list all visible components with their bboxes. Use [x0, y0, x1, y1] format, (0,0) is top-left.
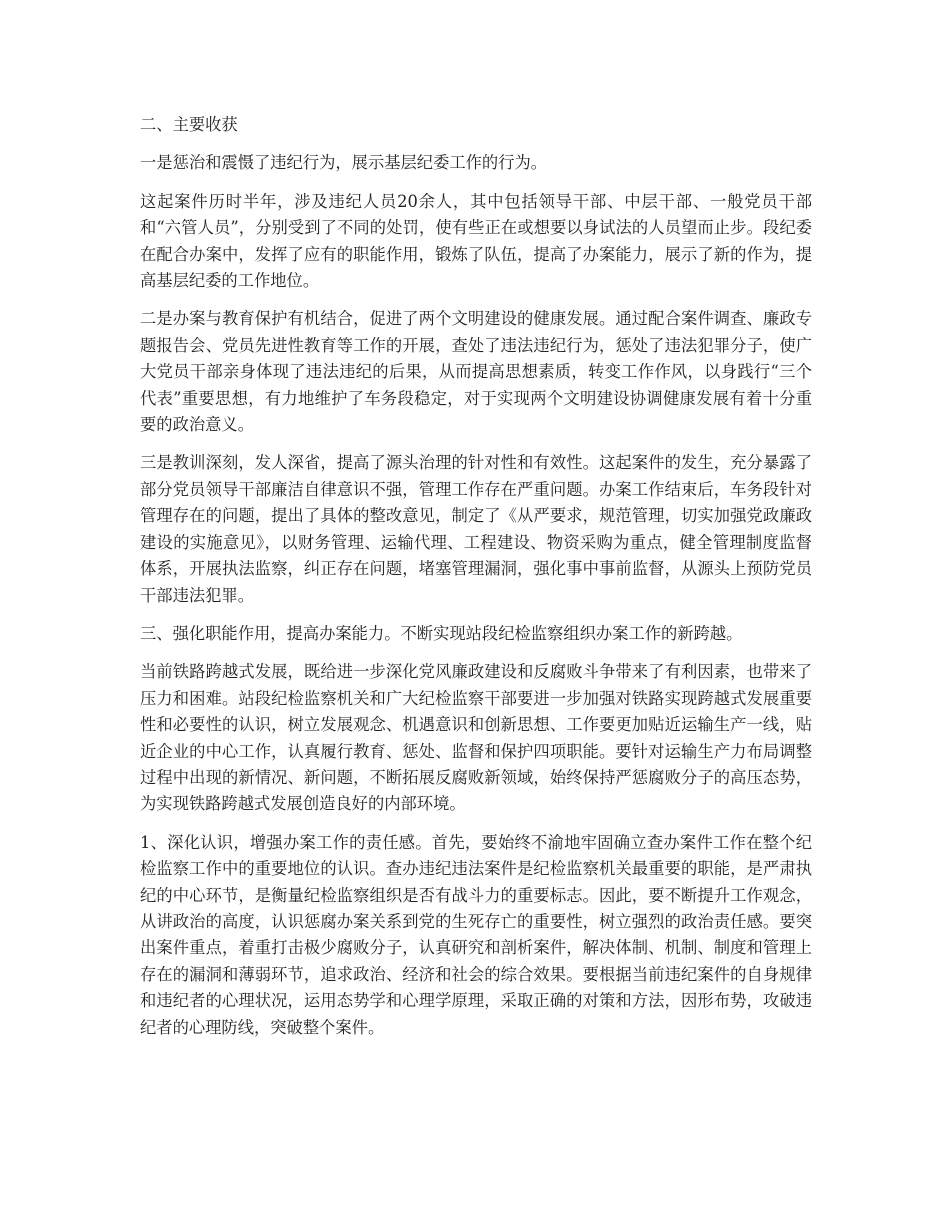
paragraph-point-one-summary: 一是惩治和震慑了违纪行为，展示基层纪委工作的行为。 [140, 153, 548, 173]
document-body [140, 112, 812, 1053]
paragraph-item-one-deepen-understanding: 1、深化认识，增强办案工作的责任感。首先，要始终不渝地牢固确立查办案件工作在整个纪检监察工作中的重要地位的认识。查办违纪违法案件是纪检监察机关最重要的职能，是严肃执纪的中心环节，是衡量纪检监察组织是否有战斗力的重要标志。因此，要不断提升工作观念，从讲政治的高度，认识惩腐办案关系到党的生死存亡的重要性，树立强烈的政治责任感。要突出案件重点，着重打击极少腐败分子，认真研究和剖析案件，解决体制、机制、制度和管理上存在的漏洞和薄弱环节，追求政治、经济和社会的综合效果。要根据当前违纪案件的自身规律和违纪者的心理状况，运用态势学和心理学原理，采取正确的对策和方法，因形布势，攻破违纪者的心理防线，突破整个案件。 [140, 832, 812, 1037]
paragraph-case-overview: 这起案件历时半年，涉及违纪人员20余人，其中包括领导干部、中层干部、一般党员干部和“六管人员”，分别受到了不同的处罚，使有些正在或想要以身试法的人员望而止步。段纪委在配合办案中，发挥了应有的职能作用，锻炼了队伍，提高了办案能力，展示了新的作为，提高基层纪委的工作地位。 [140, 191, 812, 291]
paragraph-point-three: 三是教训深刻，发人深省，提高了源头治理的针对性和有效性。这起案件的发生，充分暴露了部分党员领导干部廉洁自律意识不强，管理工作存在严重问题。办案工作结束后，车务段针对管理存在的问题，提出了具体的整改意见，制定了《从严要求，规范管理，切实加强党政廉政建设的实施意见》，以财务管理、运输代理、工程建设、物资采购为重点，健全管理制度监督体系，开展执法监察，纠正存在问题，堵塞管理漏洞，强化事中事前监督，从源头上预防党员干部违法犯罪。 [140, 453, 812, 605]
paragraph-point-two: 二是办案与教育保护有机结合，促进了两个文明建设的健康发展。通过配合案件调查、廉政专题报告会、党员先进性教育等工作的开展，查处了违法违纪行为，惩处了违法犯罪分子，使广大党员干部亲身体现了违法违纪的后果，从而提高思想素质，转变工作作风，以身践行“三个代表”重要思想，有力地维护了车务段稳定，对于实现两个文明建设协调健康发展有着十分重要的政治意义。 [140, 309, 812, 435]
section-heading-main-gains: 二、主要收获 [140, 115, 238, 134]
paragraph-current-development: 当前铁路跨越式发展，既给进一步深化党风廉政建设和反腐败斗争带来了有利因素，也带来了压力和困难。站段纪检监察机关和广大纪检监察干部要进一步加强对铁路实现跨越式发展重要性和必要性的认识，树立发展观念、机遇意识和创新思想、工作要更加贴近运输生产一线，贴近企业的中心工作，认真履行教育、惩处、监督和保护四项职能。要针对运输生产力布局调整过程中出现的新情况、新问题，不断拓展反腐败新领域，始终保持严惩腐败分子的高压态势，为实现铁路跨越式发展创造良好的内部环境。 [140, 662, 812, 814]
section-heading-strengthen-functions: 三、强化职能作用，提高办案能力。不断实现站段纪检监察组织办案工作的新跨越。 [140, 623, 743, 643]
